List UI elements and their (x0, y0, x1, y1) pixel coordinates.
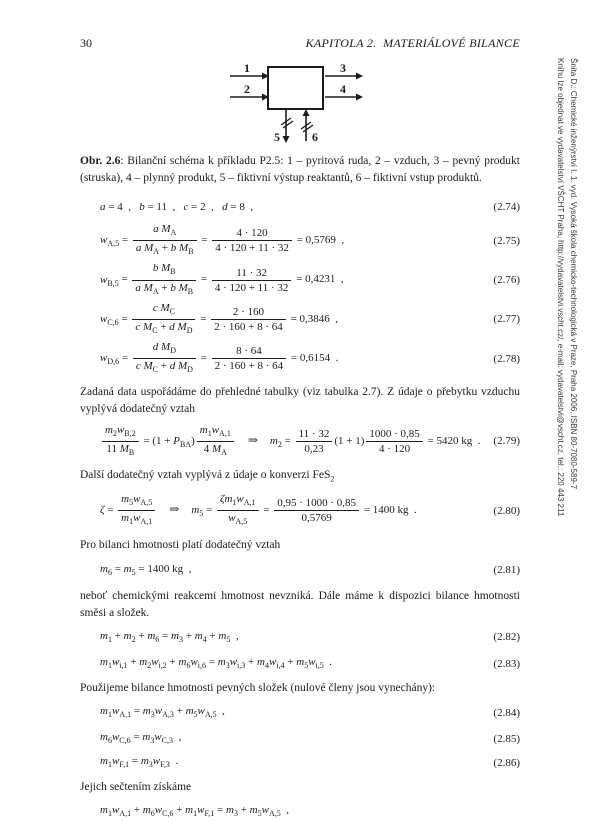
process-unit-box (268, 67, 323, 109)
equation-2-79 (80, 423, 520, 460)
paragraph-jejich-sectenim: Jejich sečtením získáme (80, 780, 192, 793)
equation-2-84 (80, 703, 520, 723)
equation-content: a = 4 , b = 11 , c = 2 , d = 8 , (100, 201, 254, 213)
equation-content: $m_1 + m_2 + m_6 = m_3 + m_4 + m_5$ , (100, 629, 239, 644)
equation-2-74 (80, 199, 520, 216)
page-header (80, 36, 520, 51)
equation-content: $m_1w_{A,1} = m_3w_{A,3} + m_5w_{A,5}$ , (100, 705, 225, 720)
stream-label-4: 4 (340, 82, 346, 96)
equation-2-82 (80, 628, 520, 648)
page-number: 30 (80, 36, 92, 50)
equation-number: (2.75) (493, 234, 520, 247)
margin-citation (554, 58, 580, 518)
equation-2-85 (80, 729, 520, 749)
chemical-subscript: 2 (330, 474, 335, 484)
equation-number: (2.83) (493, 657, 520, 670)
equation-2-77 (80, 301, 520, 338)
equation-content: $m_6w_{C,6} = m_3w_{C,3}$ , (100, 731, 182, 746)
citation-line-book: Šnita D.: Chemické inženýrství I. 1. vyd. Vysoká škola chemicko-technologická v Praze, Praha 2006. ISBN 80-7080-589-7 (569, 58, 578, 490)
equation-number: (2.76) (493, 274, 520, 287)
equation-content: ζ = $\frac{m_5w_{A,5}}{m_1w_{A,1}}$ ⇒ $m_5$ = $\frac{\zeta m_1w_{A,1}}{w_{A,5}}$ = $\frac{0,95 \cdot 1000 \cdot 0,85}{0,5769}$ = 1400 kg . (80, 492, 489, 529)
paragraph-nebot: neboť chemickými reakcemi hmotnost nevzniká. Dále máme k dispozici bilance hmotnosti směsi a složek. (80, 589, 520, 619)
equation-number: (2.77) (493, 313, 520, 326)
equation-content: $m_1w_{A,1} + m_6w_{C,6} + m_1w_{F,1} = m_3 + m_5w_{A,5}$ , (100, 803, 289, 818)
equation-number: (2.81) (493, 564, 520, 577)
equation-number: (2.84) (493, 706, 520, 719)
figure-label: Obr. 2.6 (80, 155, 121, 167)
equation-2-75 (80, 222, 520, 259)
equation-number: (2.74) (493, 201, 520, 213)
equation-2-78 (80, 340, 520, 377)
equation-number: (2.78) (493, 352, 520, 365)
equation-final-sum (80, 802, 520, 822)
stream-label-3: 3 (340, 61, 346, 75)
chapter-title: KAPITOLA 2. MATERIÁLOVÉ BILANCE (305, 36, 520, 50)
equation-2-81 (80, 561, 520, 581)
paragraph-zadana-data: Zadaná data uspořádáme do přehledné tabulky (viz tabulka 2.7). Z údaje o přebytku vzduchu vyplývá dodatečný vztah (80, 385, 520, 415)
paragraph-pouzijeme: Použijeme bilance hmotnosti pevných složek (nulové členy jsou vynechány): (80, 682, 436, 695)
equation-2-80 (80, 492, 520, 529)
figure-caption (80, 153, 520, 187)
stream-label-2: 2 (244, 82, 250, 96)
equation-number: (2.86) (493, 757, 520, 770)
equation-number: (2.80) (493, 504, 520, 517)
equation-number: (2.85) (493, 732, 520, 745)
equation-content: $w_{A,5}$ = $\frac{a M_A}{a M_A + b M_B}$ = $\frac{4 \cdot 120}{4 \cdot 120 + 11 \cdot 32}$ = 0,5769 , (80, 222, 489, 259)
paragraph-pro-bilanci: Pro bilanci hmotnosti platí dodatečný vztah (80, 538, 281, 551)
equation-number: (2.79) (493, 435, 520, 448)
equation-2-83 (80, 654, 520, 674)
equation-content: $w_{D,6}$ = $\frac{d M_D}{c M_C + d M_D}$ = $\frac{8 \cdot 64}{2 \cdot 160 + 8 \cdot 64}$ = 0,6154 . (80, 340, 489, 377)
stream-label-5: 5 (274, 130, 280, 144)
equation-content: $m_6 = m_5 = 1400$ kg , (100, 562, 192, 577)
stream-label-1: 1 (244, 61, 250, 75)
equation-content: $\frac{m_2w_{B,2}}{11 M_B}$ = $(1 + P_{BA})$ $\frac{m_1w_{A,1}}{4 M_A}$ ⇒ $m_2$ = $\frac{11 \cdot 32}{0,23}$ (1 + 1) $\frac{1000 \cdot 0,85}{4 \cdot 120}$ = 5420 kg . (80, 423, 489, 460)
stream-label-6: 6 (312, 130, 318, 144)
paragraph-dalsi-text: Další dodatečný vztah vyplývá z údaje o konverzi FeS (80, 468, 331, 481)
equation-content: $w_{B,5}$ = $\frac{b M_B}{a M_A + b M_B}$ = $\frac{11 \cdot 32}{4 \cdot 120 + 11 \cdot 32}$ = 0,4231 , (80, 261, 489, 298)
equation-content: $w_{C,6}$ = $\frac{c M_C}{c M_C + d M_D}$ = $\frac{2 \cdot 160}{2 \cdot 160 + 8 \cdot 64}$ = 0,3846 , (80, 301, 489, 338)
equation-2-76 (80, 261, 520, 298)
equation-content: $m_1w_{F,1} = m_3w_{F,3}$ . (100, 755, 179, 770)
equation-number: (2.82) (493, 631, 520, 644)
figure-caption-text: : Bilanční schéma k příkladu P2.5: 1 – pyritová ruda, 2 – vzduch, 3 – pevný produkt (struska), 4 – plynný produkt, 5 – fiktivní výstup reaktantů, 6 – fiktivní vstup produktů. (80, 155, 521, 184)
balance-scheme-diagram (80, 57, 520, 145)
paragraph-dalsi-vztah (80, 467, 520, 487)
equation-2-86 (80, 753, 520, 773)
citation-line-order: Knihu lze objednat ve vydavatelství VŠCHT Praha, http://vydavatelstvi.vscht.cz/, e-mail: vydavatelstvi@vscht.cz, tel.: 220 443 211 (556, 58, 565, 517)
equation-content: $m_1w_{i,1} + m_2w_{i,2} + m_6w_{i,6} = m_3w_{i,3} + m_4w_{i,4} + m_5w_{i,5}$ . (100, 655, 333, 671)
